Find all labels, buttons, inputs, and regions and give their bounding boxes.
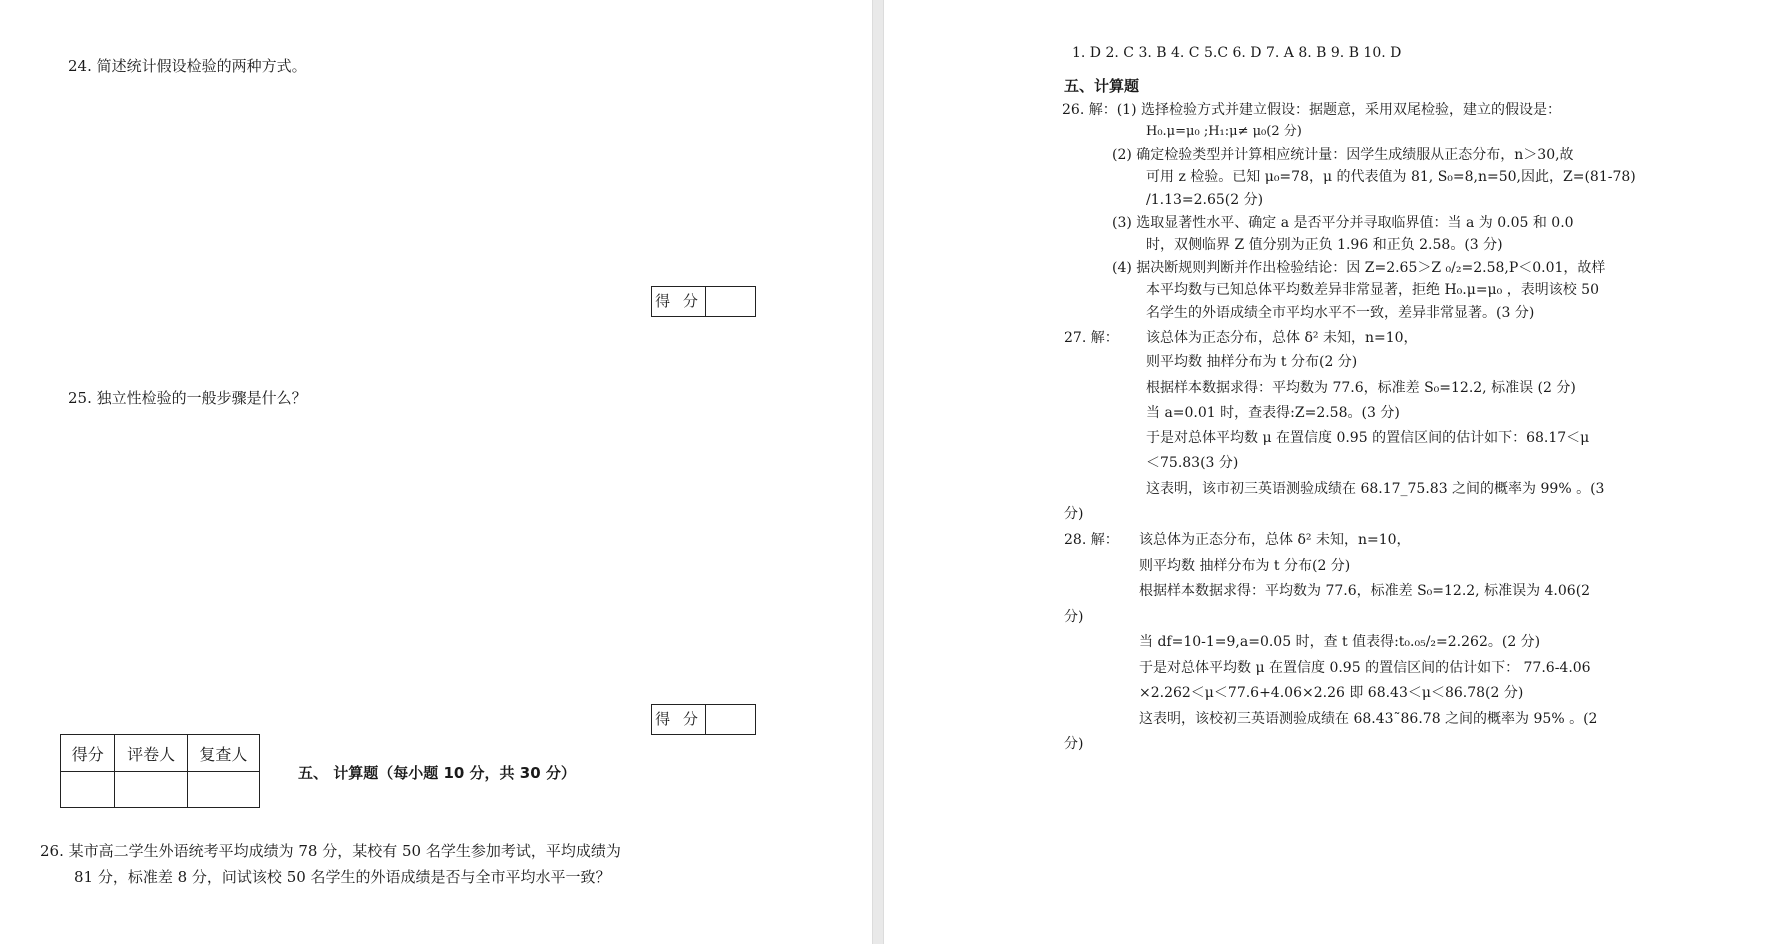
- grading-header-reviewer: 复查人: [187, 735, 259, 772]
- solution-27-line: 当 a=0.01 时，查表得:Z=2.58。(3 分): [1146, 405, 1400, 421]
- page-gutter: [872, 0, 884, 944]
- solution-27-line: 27. 解：: [1064, 330, 1119, 346]
- question-25: 25. 独立性检验的一般步骤是什么？: [68, 389, 307, 407]
- solution-28-line: 当 df=10-1=9,a=0.05 时，查 t 值表得:t₀.₀₅/₂=2.262。(2 分): [1139, 634, 1541, 650]
- solution-26-line: 名学生的外语成绩全市平均水平不一致，差异非常显著。(3 分): [1146, 305, 1535, 321]
- solution-26-line: 可用 z 检验。已知 μ₀=78，μ 的代表值为 81, S₀=8,n=50,因此，Z=(81-78): [1146, 169, 1636, 185]
- solution-28-line: 根据样本数据求得：平均数为 77.6，标准差 S₀=12.2, 标准误为 4.06(2: [1139, 583, 1591, 599]
- solution-28-line: 则平均数 抽样分布为 t 分布(2 分): [1139, 558, 1351, 574]
- grading-header-grader: 评卷人: [115, 735, 187, 772]
- solution-26-line: 时，双侧临界 Z 值分别为正负 1.96 和正负 2.58。(3 分): [1146, 237, 1503, 253]
- score-field[interactable]: [706, 287, 755, 316]
- solution-28-line: 该总体为正态分布，总体 δ² 未知，n=10，: [1139, 532, 1411, 548]
- question-24: 24. 简述统计假设检验的两种方式。: [68, 57, 307, 75]
- solution-27-line: 该总体为正态分布，总体 δ² 未知，n=10，: [1146, 330, 1418, 346]
- grading-header-score: 得分: [61, 735, 115, 772]
- left-page: [0, 0, 872, 944]
- solution-28-line: ×2.262＜μ＜77.6+4.06×2.26 即 68.43＜μ＜86.78(2 分): [1139, 685, 1524, 701]
- solution-26-line: (3) 选取显著性水平、确定 a 是否平分并寻取临界值：当 a 为 0.05 和 0.0: [1112, 215, 1574, 231]
- solution-28-line: 这表明，该校初三英语测验成绩在 68.43˜86.78 之间的概率为 95% 。(2: [1139, 711, 1598, 727]
- solution-26-line: (4) 据决断规则判断并作出检验结论：因 Z=2.65＞Z ₀/₂=2.58,P＜0.01，故样: [1112, 260, 1606, 276]
- solution-27-line: 则平均数 抽样分布为 t 分布(2 分): [1146, 354, 1358, 370]
- solution-28-line: 于是对总体平均数 μ 在置信度 0.95 的置信区间的估计如下： 77.6-4.06: [1139, 660, 1591, 676]
- grading-table: [60, 734, 260, 808]
- right-page: [884, 0, 1779, 944]
- section-5-title: 五、 计算题（每小题 10 分，共 30 分）: [298, 764, 576, 782]
- answer-section-title: 五、计算题: [1064, 77, 1140, 95]
- solution-28-line: 分): [1064, 609, 1084, 625]
- solution-26-line: 本平均数与已知总体平均数差异非常显著，拒绝 H₀.μ=μ₀ ，表明该校 50: [1146, 282, 1599, 298]
- solution-26-line: H₀.μ=μ₀ ;H₁:μ≠ μ₀(2 分): [1146, 124, 1302, 139]
- score-label: 得 分: [652, 287, 706, 316]
- question-26-line-1: 26. 某市高二学生外语统考平均成绩为 78 分，某校有 50 名学生参加考试，平均成绩为: [40, 842, 621, 860]
- question-26-line-2: 81 分，标准差 8 分，问试该校 50 名学生的外语成绩是否与全市平均水平一致？: [74, 868, 611, 886]
- solution-27-line: ＜75.83(3 分): [1146, 455, 1239, 471]
- solution-28-line: 28. 解：: [1064, 532, 1119, 548]
- solution-27-line: 分): [1064, 506, 1084, 522]
- score-box-1: [651, 286, 756, 317]
- score-label: 得 分: [652, 705, 706, 734]
- solution-26-line: 26. 解：(1) 选择检验方式并建立假设：据题意，采用双尾检验，建立的假设是：: [1062, 102, 1561, 118]
- solution-27-line: 这表明，该市初三英语测验成绩在 68.17_75.83 之间的概率为 99% 。(3: [1146, 481, 1605, 497]
- solution-28-line: 分): [1064, 736, 1084, 752]
- solution-27-line: 根据样本数据求得：平均数为 77.6，标准差 S₀=12.2, 标准误 (2 分): [1146, 380, 1576, 396]
- grading-cell-grader[interactable]: [115, 772, 187, 808]
- answer-key: 1. D 2. C 3. B 4. C 5.C 6. D 7. A 8. B 9. B 10. D: [1072, 45, 1402, 61]
- score-field[interactable]: [706, 705, 755, 734]
- grading-cell-reviewer[interactable]: [187, 772, 259, 808]
- solution-26-line: /1.13=2.65(2 分): [1146, 192, 1264, 208]
- grading-cell-score[interactable]: [61, 772, 115, 808]
- solution-27-line: 于是对总体平均数 μ 在置信度 0.95 的置信区间的估计如下：68.17＜μ: [1146, 430, 1590, 446]
- score-box-2: [651, 704, 756, 735]
- solution-26-line: (2) 确定检验类型并计算相应统计量：因学生成绩服从正态分布，n＞30,故: [1112, 147, 1574, 163]
